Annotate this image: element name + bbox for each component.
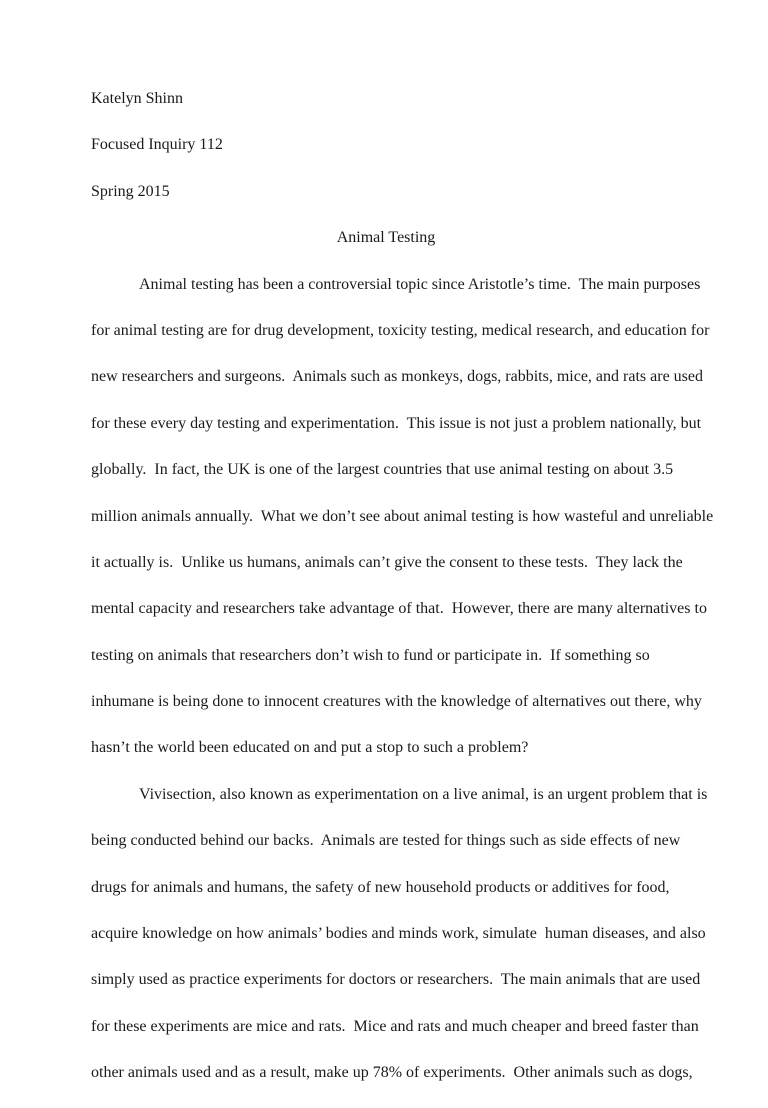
course-name: Focused Inquiry 112: [91, 136, 223, 154]
paragraph-2: [91, 783, 708, 1108]
paragraph-line: Animal testing has been a controversial topic since Aristotle’s time. The main purposes: [139, 275, 701, 293]
term: Spring 2015: [91, 182, 170, 200]
paragraph-line: for animal testing are for drug development, toxicity testing, medical research, and education for: [91, 321, 710, 339]
paragraph-line: acquire knowledge on how animals’ bodies and minds work, simulate human diseases, and also: [91, 925, 706, 943]
paragraph-1: [91, 273, 714, 783]
document-title: Animal Testing: [336, 229, 436, 247]
paragraph-line: testing on animals that researchers don’t wish to fund or participate in. If something so: [91, 646, 650, 664]
document-page: [91, 87, 714, 1108]
paragraph-line: simply used as practice experiments for doctors or researchers. The main animals that are used: [91, 971, 701, 989]
paragraph-line: drugs for animals and humans, the safety of new household products or additives for food,: [91, 878, 670, 896]
paragraph-line: globally. In fact, the UK is one of the largest countries that use animal testing on about 3.5: [91, 461, 674, 479]
paragraph-line: million animals annually. What we don’t see about animal testing is how wasteful and unreliable: [91, 507, 714, 525]
paragraph-line: for these every day testing and experimentation. This issue is not just a problem nationally, but: [91, 414, 702, 432]
paragraph-line: other animals used and as a result, make up 78% of experiments. Other animals such as dogs,: [91, 1064, 693, 1082]
paragraph-line: it actually is. Unlike us humans, animals can’t give the consent to these tests. They lack the: [91, 553, 683, 571]
paragraph-line: Vivisection, also known as experimentation on a live animal, is an urgent problem that is: [139, 785, 708, 803]
paragraph-line: mental capacity and researchers take advantage of that. However, there are many alternatives to: [91, 600, 707, 618]
author-name: Katelyn Shinn: [91, 90, 183, 107]
paragraph-line: for these experiments are mice and rats. Mice and rats and much cheaper and breed faster than: [91, 1017, 699, 1035]
paragraph-line: new researchers and surgeons. Animals such as monkeys, dogs, rabbits, mice, and rats are used: [91, 368, 703, 386]
paragraph-line: inhumane is being done to innocent creatures with the knowledge of alternatives out there, why: [91, 693, 702, 711]
paragraph-line: being conducted behind our backs. Animals are tested for things such as side effects of new: [91, 832, 681, 850]
paragraph-line: hasn’t the world been educated on and put a stop to such a problem?: [91, 739, 529, 757]
